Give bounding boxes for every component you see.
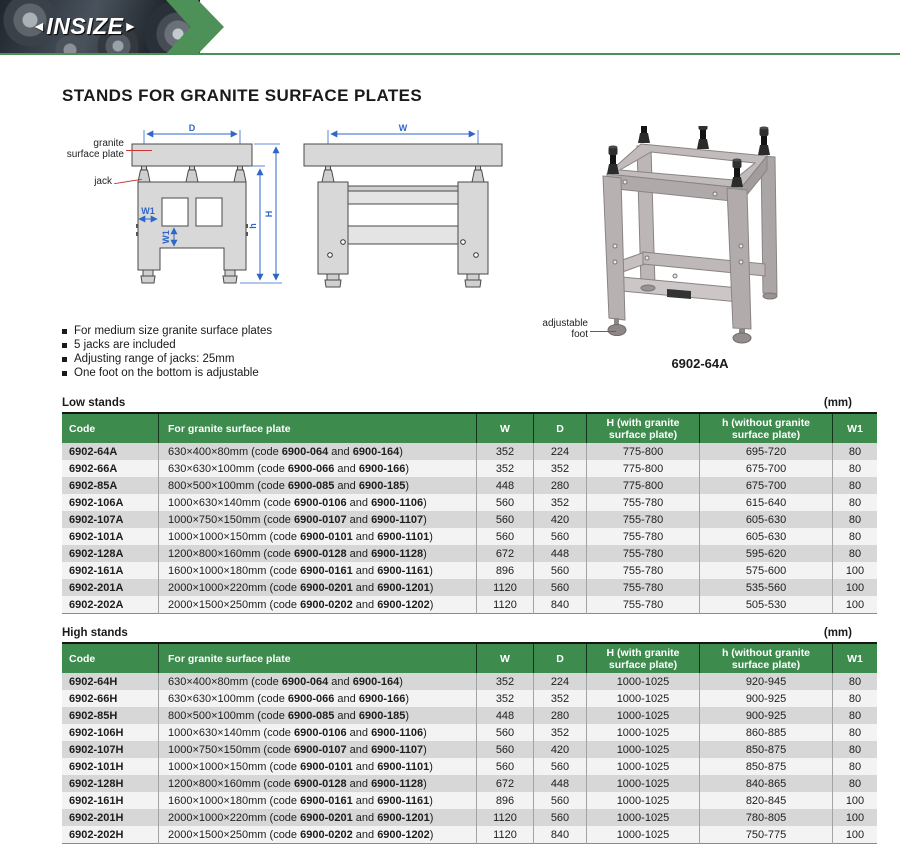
cell-W1: 100 (833, 792, 878, 809)
back-right-foot (763, 293, 777, 299)
cell-plate-description: 2000×1000×220mm (code 6900-0201 and 6900-1201) (159, 579, 477, 596)
cell-plate-description: 630×400×80mm (code 6900-064 and 6900-164) (159, 443, 477, 460)
cell-W: 352 (477, 443, 534, 460)
unit-label: (mm) (823, 627, 852, 639)
cell-W: 448 (477, 477, 534, 494)
cell-W1: 100 (833, 562, 878, 579)
cell-H: 1000-1025 (587, 690, 700, 707)
cell-W1: 100 (833, 826, 878, 844)
granite-plate-shape (132, 144, 252, 166)
cell-code: 6902-64A (62, 443, 159, 460)
cell-h: 850-875 (700, 758, 833, 775)
cell-W: 560 (477, 758, 534, 775)
table-row (62, 690, 877, 707)
dim-label-W1-bottom: W1 (161, 230, 171, 244)
table-row (62, 758, 877, 775)
cell-code: 6902-107H (62, 741, 159, 758)
cell-plate-description: 1000×750×150mm (code 6900-0107 and 6900-1107) (159, 741, 477, 758)
table-row (62, 741, 877, 758)
cell-W: 352 (477, 690, 534, 707)
cell-plate-description: 1600×1000×180mm (code 6900-0161 and 6900-1161) (159, 562, 477, 579)
table-caption: Low stands (62, 397, 126, 409)
column-header: W (477, 413, 534, 443)
cell-h: 820-845 (700, 792, 833, 809)
cell-W1: 80 (833, 460, 878, 477)
cell-H: 755-780 (587, 596, 700, 614)
cell-h: 575-600 (700, 562, 833, 579)
cell-code: 6902-106H (62, 724, 159, 741)
table-row (62, 775, 877, 792)
cell-h: 615-640 (700, 494, 833, 511)
cell-H: 755-780 (587, 579, 700, 596)
cell-code: 6902-106A (62, 494, 159, 511)
cell-W1: 80 (833, 545, 878, 562)
cell-W: 896 (477, 792, 534, 809)
cell-D: 840 (534, 826, 587, 844)
table-caption: High stands (62, 627, 128, 639)
column-header: H (with granite surface plate) (587, 643, 700, 673)
table-row (62, 792, 877, 809)
cell-H: 1000-1025 (587, 826, 700, 844)
table-row (62, 562, 877, 579)
cell-H: 1000-1025 (587, 707, 700, 724)
cell-H: 755-780 (587, 494, 700, 511)
cell-plate-description: 1000×630×140mm (code 6900-0106 and 6900-1106) (159, 724, 477, 741)
granite-plate-shape (304, 144, 502, 166)
cell-D: 560 (534, 562, 587, 579)
cell-h: 595-620 (700, 545, 833, 562)
dim-label-W: W (398, 124, 408, 133)
cell-plate-description: 2000×1500×250mm (code 6900-0202 and 6900-1202) (159, 596, 477, 614)
cell-D: 560 (534, 579, 587, 596)
cell-W1: 80 (833, 477, 878, 494)
cell-H: 775-800 (587, 443, 700, 460)
table-row (62, 579, 877, 596)
cell-H: 1000-1025 (587, 775, 700, 792)
high-stands-table (62, 642, 877, 844)
table-row (62, 460, 877, 477)
cell-plate-description: 630×630×100mm (code 6900-066 and 6900-166) (159, 690, 477, 707)
cell-H: 755-780 (587, 562, 700, 579)
cell-code: 6902-66H (62, 690, 159, 707)
cell-plate-description: 800×500×100mm (code 6900-085 and 6900-185) (159, 707, 477, 724)
cell-code: 6902-161A (62, 562, 159, 579)
foot-shapes (325, 274, 481, 287)
cell-code: 6902-201A (62, 579, 159, 596)
foot-shapes (141, 270, 237, 283)
adjustable-foot (608, 318, 626, 336)
beam-shapes (348, 186, 458, 244)
cell-code: 6902-201H (62, 809, 159, 826)
cell-W1: 80 (833, 775, 878, 792)
cell-h: 900-925 (700, 690, 833, 707)
cell-h: 675-700 (700, 460, 833, 477)
stand-body-shape (138, 182, 246, 270)
logo-left-arrow-icon: ◄ (32, 18, 47, 34)
adjustable-foot-leader-line (590, 331, 616, 332)
cell-W1: 80 (833, 511, 878, 528)
column-header: W1 (833, 643, 878, 673)
cell-code: 6902-101H (62, 758, 159, 775)
page-title: STANDS FOR GRANITE SURFACE PLATES (62, 86, 423, 105)
cell-W1: 80 (833, 724, 878, 741)
dim-label-H: H (264, 210, 274, 218)
cell-plate-description: 1200×800×160mm (code 6900-0128 and 6900-1128) (159, 775, 477, 792)
shelf-front-rail (611, 276, 739, 302)
cell-h: 675-700 (700, 477, 833, 494)
cell-D: 448 (534, 545, 587, 562)
cell-W: 1120 (477, 826, 534, 844)
cell-code: 6902-64H (62, 673, 159, 690)
cell-plate-description: 1200×800×160mm (code 6900-0128 and 6900-1128) (159, 545, 477, 562)
cell-plate-description: 1000×1000×150mm (code 6900-0101 and 6900-1101) (159, 528, 477, 545)
insize-logo (32, 13, 138, 40)
cell-h: 850-875 (700, 741, 833, 758)
column-header: Code (62, 643, 159, 673)
cell-W1: 80 (833, 690, 878, 707)
cell-H: 1000-1025 (587, 809, 700, 826)
cell-D: 560 (534, 758, 587, 775)
cell-code: 6902-85A (62, 477, 159, 494)
low-stands-table (62, 412, 877, 614)
table-row (62, 545, 877, 562)
table-row (62, 494, 877, 511)
front-right-foot (733, 329, 751, 343)
cell-code: 6902-66A (62, 460, 159, 477)
cell-H: 755-780 (587, 528, 700, 545)
feature-item (62, 366, 272, 380)
feature-text: 5 jacks are included (74, 339, 176, 351)
cell-W: 560 (477, 511, 534, 528)
cell-plate-description: 630×630×100mm (code 6900-066 and 6900-166) (159, 460, 477, 477)
cell-D: 224 (534, 443, 587, 460)
cell-h: 750-775 (700, 826, 833, 844)
cell-W: 448 (477, 707, 534, 724)
column-header: D (534, 643, 587, 673)
column-header: For granite surface plate (159, 643, 477, 673)
feature-item (62, 352, 272, 366)
cell-h: 605-630 (700, 511, 833, 528)
cell-code: 6902-161H (62, 792, 159, 809)
table-row (62, 511, 877, 528)
cell-W1: 80 (833, 758, 878, 775)
table-row (62, 809, 877, 826)
dim-label-W1-left: W1 (141, 206, 155, 216)
header-row (62, 413, 877, 443)
cell-D: 352 (534, 690, 587, 707)
cell-plate-description: 1000×630×140mm (code 6900-0106 and 6900-1106) (159, 494, 477, 511)
cell-W: 352 (477, 460, 534, 477)
cell-code: 6902-128A (62, 545, 159, 562)
jack-shapes (138, 166, 246, 182)
cell-plate-description: 2000×1000×220mm (code 6900-0201 and 6900-1201) (159, 809, 477, 826)
table-row (62, 707, 877, 724)
cell-W: 672 (477, 545, 534, 562)
cell-plate-description: 1600×1000×180mm (code 6900-0161 and 6900-1161) (159, 792, 477, 809)
cell-H: 775-800 (587, 460, 700, 477)
bullet-square-icon (62, 357, 67, 362)
cell-W1: 80 (833, 673, 878, 690)
cell-D: 840 (534, 596, 587, 614)
cell-W: 1120 (477, 809, 534, 826)
cell-h: 900-925 (700, 707, 833, 724)
cell-h: 920-945 (700, 673, 833, 690)
feature-list (62, 324, 272, 380)
bullet-square-icon (62, 343, 67, 348)
cell-H: 1000-1025 (587, 792, 700, 809)
front-right-leg (727, 188, 751, 329)
cell-W: 1120 (477, 579, 534, 596)
cell-plate-description: 1000×1000×150mm (code 6900-0101 and 6900-1101) (159, 758, 477, 775)
column-header: W (477, 643, 534, 673)
cell-D: 280 (534, 707, 587, 724)
cell-D: 420 (534, 511, 587, 528)
cell-D: 352 (534, 494, 587, 511)
feature-text: For medium size granite surface plates (74, 325, 273, 337)
cell-D: 560 (534, 792, 587, 809)
adjustable-foot-label: adjustable foot (542, 318, 588, 340)
front-view-diagram (128, 124, 288, 309)
feature-text: One foot on the bottom is adjustable (74, 367, 259, 379)
bullet-square-icon (62, 329, 67, 334)
cell-W1: 80 (833, 494, 878, 511)
cell-H: 1000-1025 (587, 758, 700, 775)
cell-W: 896 (477, 562, 534, 579)
column-header: H (with granite surface plate) (587, 413, 700, 443)
jack-label: jack (94, 176, 112, 187)
column-header: For granite surface plate (159, 413, 477, 443)
cell-code: 6902-85H (62, 707, 159, 724)
table-row (62, 673, 877, 690)
cell-D: 560 (534, 809, 587, 826)
table-row (62, 528, 877, 545)
cell-code: 6902-101A (62, 528, 159, 545)
table-row (62, 724, 877, 741)
cell-h: 505-530 (700, 596, 833, 614)
cell-h: 535-560 (700, 579, 833, 596)
bullet-square-icon (62, 371, 67, 376)
feature-item (62, 324, 272, 338)
cell-H: 1000-1025 (587, 741, 700, 758)
cell-W1: 80 (833, 443, 878, 460)
unit-label: (mm) (823, 397, 852, 409)
cell-code: 6902-202H (62, 826, 159, 844)
cell-D: 560 (534, 528, 587, 545)
table-row (62, 826, 877, 844)
cell-D: 352 (534, 460, 587, 477)
cell-h: 840-865 (700, 775, 833, 792)
table-row (62, 596, 877, 614)
cell-D: 224 (534, 673, 587, 690)
cell-W1: 100 (833, 579, 878, 596)
logo-right-arrow-icon: ► (123, 18, 138, 34)
column-header: W1 (833, 413, 878, 443)
table-row (62, 443, 877, 460)
dim-label-D: D (188, 124, 196, 133)
cell-plate-description: 800×500×100mm (code 6900-085 and 6900-185) (159, 477, 477, 494)
cell-D: 420 (534, 741, 587, 758)
cell-W1: 80 (833, 707, 878, 724)
jack-shapes (322, 166, 484, 182)
cell-h: 695-720 (700, 443, 833, 460)
cell-H: 1000-1025 (587, 724, 700, 741)
feature-item (62, 338, 272, 352)
cell-code: 6902-107A (62, 511, 159, 528)
logo-text: INSIZE (46, 13, 124, 39)
cell-W1: 100 (833, 596, 878, 614)
cell-code: 6902-128H (62, 775, 159, 792)
product-code-caption: 6902-64A (671, 356, 729, 371)
table-row (62, 477, 877, 494)
cell-H: 1000-1025 (587, 673, 700, 690)
cell-W1: 80 (833, 528, 878, 545)
granite-plate-leader-line (126, 150, 152, 151)
header-row (62, 643, 877, 673)
low-stands-section (62, 397, 865, 614)
column-header: h (without granite surface plate) (700, 643, 833, 673)
header-divider (0, 53, 900, 55)
cell-H: 755-780 (587, 545, 700, 562)
cell-H: 775-800 (587, 477, 700, 494)
cell-W: 560 (477, 724, 534, 741)
side-view-diagram (298, 124, 508, 309)
cell-W: 560 (477, 741, 534, 758)
cell-code: 6902-202A (62, 596, 159, 614)
cell-W1: 100 (833, 809, 878, 826)
cell-W: 560 (477, 528, 534, 545)
cell-plate-description: 630×400×80mm (code 6900-064 and 6900-164) (159, 673, 477, 690)
high-stands-section (62, 627, 865, 844)
cell-W: 560 (477, 494, 534, 511)
cell-H: 755-780 (587, 511, 700, 528)
machinery-photo (0, 0, 200, 54)
cell-D: 280 (534, 477, 587, 494)
cell-h: 860-885 (700, 724, 833, 741)
column-header: Code (62, 413, 159, 443)
granite-plate-label: granite surface plate (66, 138, 124, 160)
column-header: h (without granite surface plate) (700, 413, 833, 443)
cell-D: 352 (534, 724, 587, 741)
dim-label-h: h (248, 223, 258, 229)
product-photo (555, 126, 845, 356)
cell-plate-description: 1000×750×150mm (code 6900-0107 and 6900-1107) (159, 511, 477, 528)
cell-h: 780-805 (700, 809, 833, 826)
column-header: D (534, 413, 587, 443)
cell-h: 605-630 (700, 528, 833, 545)
cell-W: 672 (477, 775, 534, 792)
cell-plate-description: 2000×1500×250mm (code 6900-0202 and 6900-1202) (159, 826, 477, 844)
back-left-foot (641, 285, 655, 291)
feature-text: Adjusting range of jacks: 25mm (74, 353, 235, 365)
cell-W: 1120 (477, 596, 534, 614)
cell-W1: 80 (833, 741, 878, 758)
cell-D: 448 (534, 775, 587, 792)
cell-W: 352 (477, 673, 534, 690)
